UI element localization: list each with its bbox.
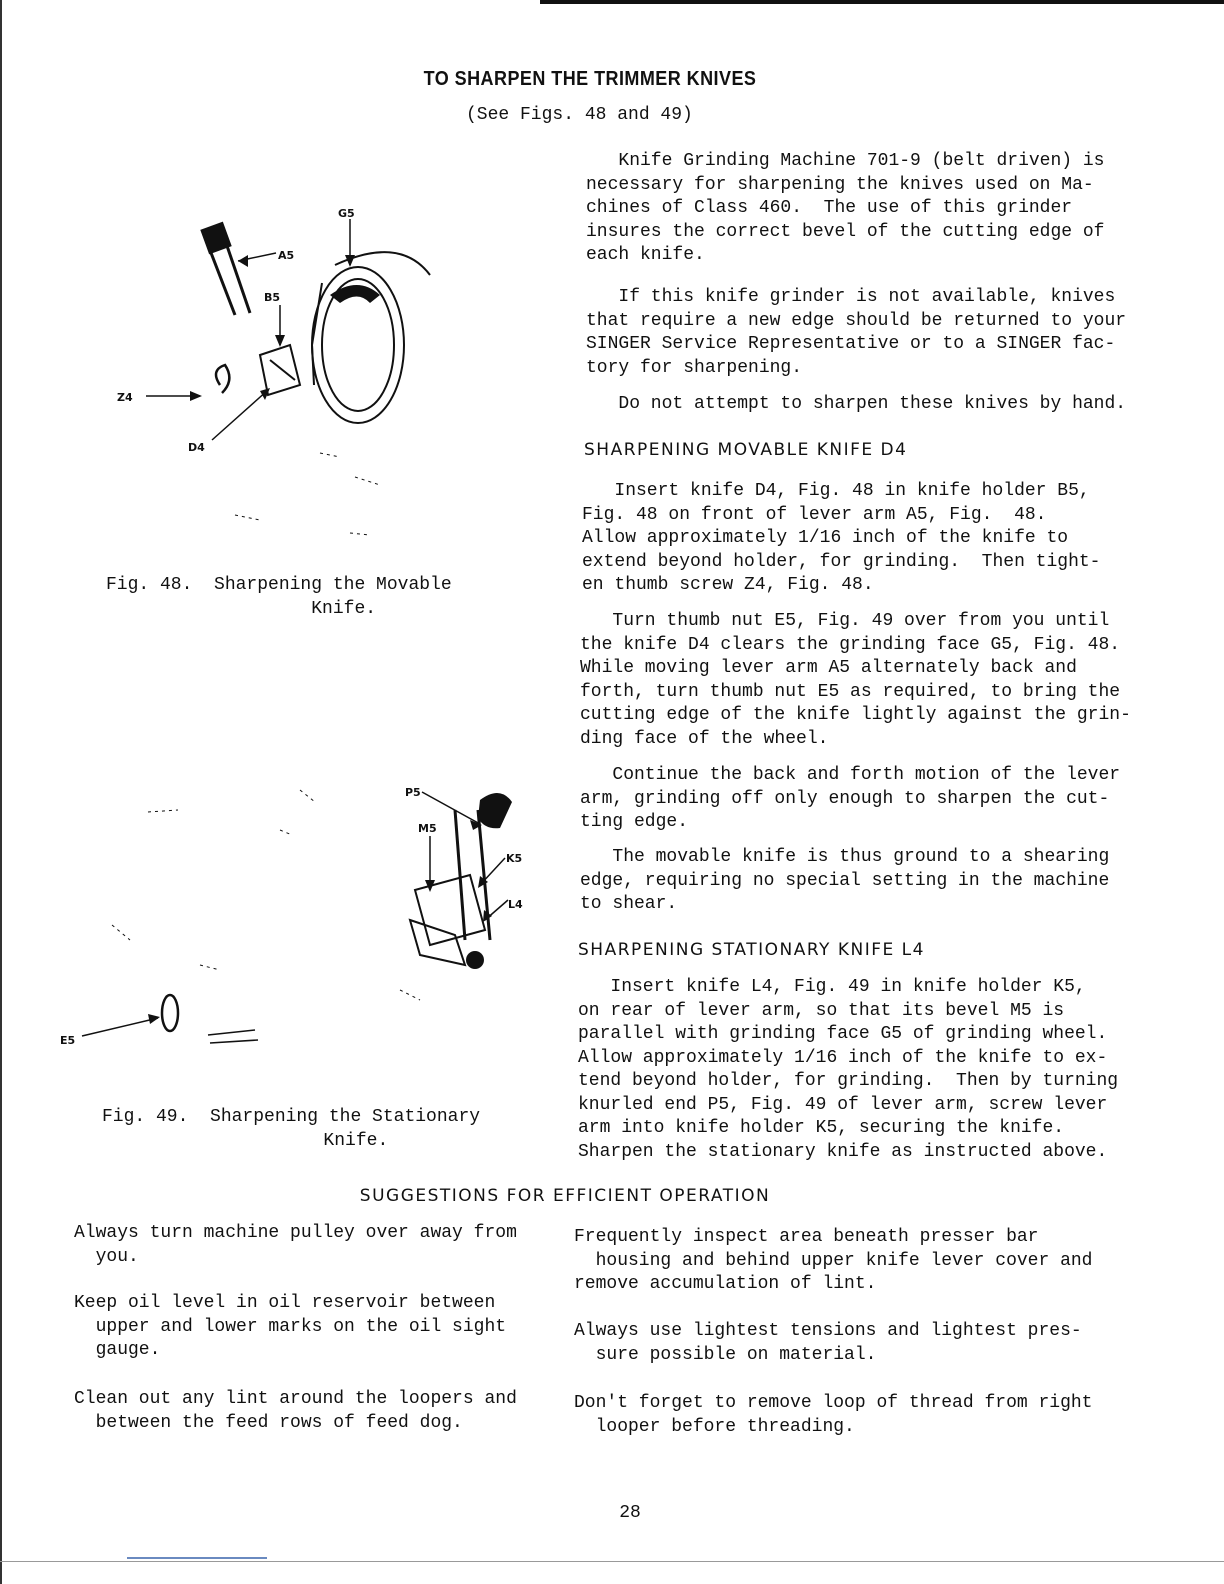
movable-paragraph-1: Insert knife D4, Fig. 48 in knife holder B5, Fig. 48 on front of lever arm A5, Fig. 48. Allow approximately 1/16 inch of the knife to extend beyond holder, for grinding. Then tight- en thumb screw Z4, Fig. 48. (582, 481, 1101, 595)
figure-49-illustration (60, 750, 540, 1070)
fig48-label-z4: Z4 (117, 391, 133, 404)
figure-48-caption: Fig. 48. Sharpening the Movable Knife. (106, 575, 452, 619)
left-border-line (0, 0, 2, 1584)
fig49-label-l4: L4 (508, 898, 523, 911)
grinding-wheel-inner (322, 279, 394, 411)
figure-48-illustration (100, 195, 460, 565)
movable-paragraph-4: The movable knife is thus ground to a shearing edge, requiring no special setting in the machine to shear. (580, 847, 1110, 914)
bottom-border-line (0, 1561, 1224, 1562)
fig49-label-e5: E5 (60, 1034, 76, 1047)
suggestion-right-3: Don't forget to remove loop of thread from right looper before threading. (574, 1393, 1093, 1437)
intro-paragraph-3: Do not attempt to sharpen these knives by hand. (586, 394, 1127, 414)
section-heading-suggestions: SUGGESTIONS FOR EFFICIENT OPERATION (359, 1186, 771, 1206)
section-heading-stationary-knife: SHARPENING STATIONARY KNIFE L4 (578, 940, 925, 960)
top-border-line (540, 0, 1224, 4)
page-number: 28 (619, 1503, 641, 1523)
section-heading-movable-knife: SHARPENING MOVABLE KNIFE D4 (584, 440, 908, 460)
page-title: TO SHARPEN THE TRIMMER KNIVES (423, 68, 757, 90)
figure-49-caption: Fig. 49. Sharpening the Stationary Knife. (102, 1107, 481, 1151)
fig48-label-b5: B5 (264, 291, 281, 304)
fig48-label-d4: D4 (188, 441, 205, 454)
movable-paragraph-2: Turn thumb nut E5, Fig. 49 over from you until the knife D4 clears the grinding face G5, Fig. 48. While moving lever arm A5 alternately back and forth, turn thumb nut E5 as required, to bring the cutting edge of the knife lightly against the grin- ding face of the wheel. (580, 611, 1131, 749)
movable-paragraph-3: Continue the back and forth motion of the lever arm, grinding off only enough to sharpen the cut- ting edge. (580, 765, 1121, 832)
stationary-paragraph: Insert knife L4, Fig. 49 in knife holder K5, on rear of lever arm, so that its bevel M5 is parallel with grinding face G5 of grinding wheel. Allow approximately 1/16 inch of the knife to ex- tend beyond holder, for grinding. Then by turning knurled end P5, Fig. 49 of lever arm, screw lever arm into knife holder K5, securing the knife. Sharpen the stationary knife as instructed above. (578, 977, 1119, 1162)
suggestion-left-2: Keep oil level in oil reservoir between upper and lower marks on the oil sight gauge. (74, 1293, 507, 1360)
suggestion-right-1: Frequently inspect area beneath presser bar housing and behind upper knife lever cover and remove accumulation of lint. (574, 1227, 1093, 1294)
fig49-label-p5: P5 (405, 786, 421, 799)
intro-paragraph-2: If this knife grinder is not available, knives that require a new edge should be returned to your SINGER Service Representative or to a SINGER fac- tory for sharpening. (586, 287, 1127, 378)
suggestion-right-2: Always use lightest tensions and lightest pres- sure possible on material. (574, 1321, 1082, 1365)
figure-reference: (See Figs. 48 and 49) (466, 105, 693, 125)
bottom-accent-line (127, 1557, 267, 1559)
fig48-label-g5: G5 (338, 207, 355, 220)
fig49-label-k5: K5 (506, 852, 523, 865)
suggestion-left-1: Always turn machine pulley over away from you. (74, 1223, 517, 1267)
fig49-label-m5: M5 (418, 822, 437, 835)
fig48-label-a5: A5 (278, 249, 295, 262)
intro-paragraph-1: Knife Grinding Machine 701-9 (belt driven) is necessary for sharpening the knives used on Ma- chines of Class 460. The use of this grinder insures the correct bevel of the cutting edge of each knife. (586, 151, 1105, 265)
suggestion-left-3: Clean out any lint around the loopers and between the feed rows of feed dog. (74, 1389, 517, 1433)
